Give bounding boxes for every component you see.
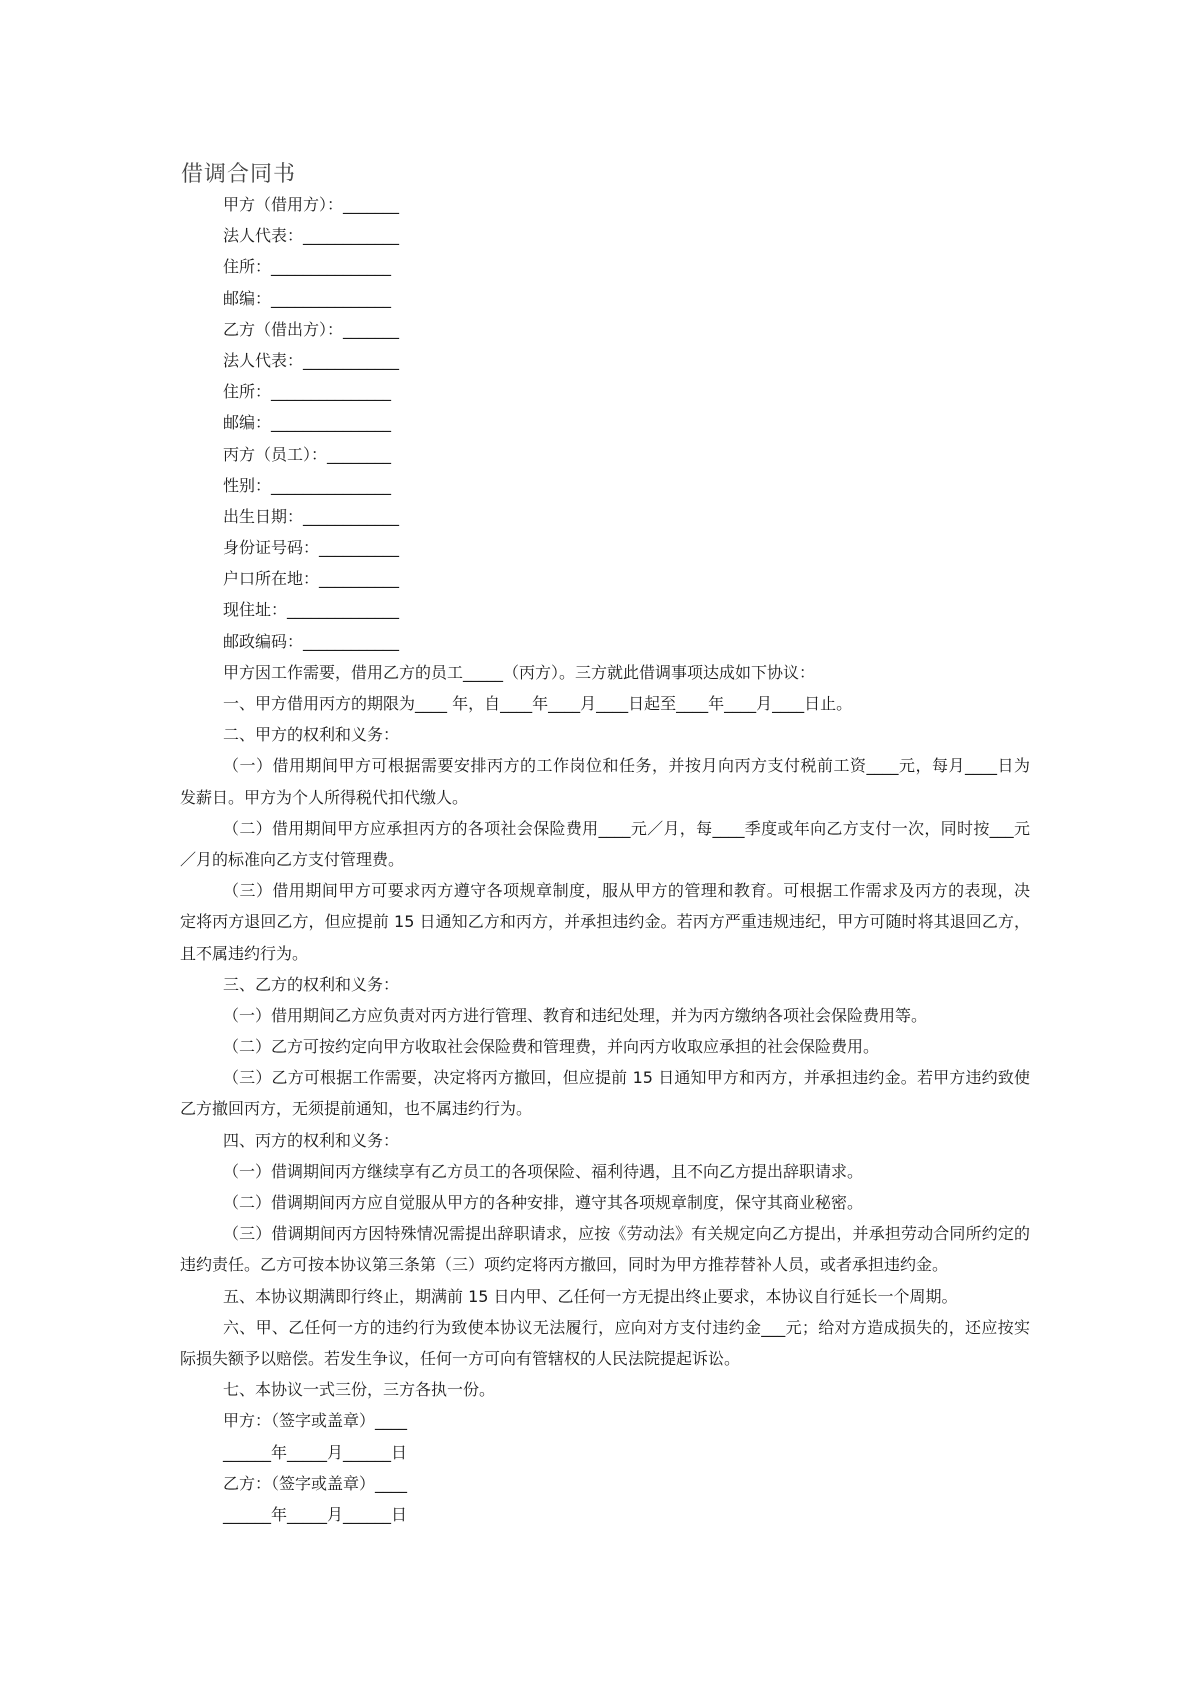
clause-line: ／月的标准向乙方支付管理费。	[180, 849, 405, 869]
clause-paragraph	[180, 1312, 1030, 1374]
clause-paragraph	[180, 750, 1030, 812]
clause-paragraph	[180, 1031, 1030, 1062]
signature-line: 乙方：（签字或盖章）____	[223, 1473, 408, 1493]
clause-line: 发薪日。甲方为个人所得税代扣代缴人。	[180, 787, 469, 807]
clause-line: 际损失额予以赔偿。若发生争议，任何一方可向有管辖权的人民法院提起诉讼。	[180, 1348, 741, 1368]
clause-line: 甲方因工作需要，借用乙方的员工_____（丙方）。三方就此借调事项达成如下协议：	[223, 662, 816, 682]
clause-line: 一、甲方借用丙方的期限为____ 年，自____年____月____日起至____年____月____日止。	[223, 694, 853, 713]
party-field: 住所：_______________	[223, 257, 392, 277]
clause-line: 且不属违约行为。	[180, 943, 309, 963]
signature-line: 甲方：（签字或盖章）____	[223, 1411, 408, 1431]
party-field: 法人代表：____________	[223, 350, 400, 370]
clause-line: （一）借用期间乙方应负责对丙方进行管理、教育和违纪处理，并为丙方缴纳各项社会保险费用等。	[223, 1005, 928, 1025]
clause-paragraph	[180, 1218, 1030, 1280]
party-field: 邮编：_______________	[223, 288, 392, 308]
party-field: 性别：_______________	[223, 475, 392, 495]
clause-line: 四、丙方的权利和义务：	[223, 1130, 400, 1150]
clause-paragraph	[180, 1374, 1030, 1405]
clause-line: （二）借调期间丙方应自觉服从甲方的各种安排，遵守其各项规章制度，保守其商业秘密。	[223, 1193, 864, 1212]
party-field: 出生日期：____________	[223, 506, 400, 526]
clause-paragraph	[180, 813, 1030, 875]
party-field: 住所：_______________	[223, 382, 392, 402]
party-field: 身份证号码：__________	[223, 538, 400, 558]
party-field: 甲方（借用方）：_______	[223, 195, 400, 214]
clause-line: 三、乙方的权利和义务：	[223, 974, 400, 994]
clause-line: （二）借用期间甲方应承担丙方的各项社会保险费用____元／月，每____季度或年向乙方支付一次，同时按___元	[223, 818, 1030, 838]
party-fields	[180, 189, 1030, 657]
clause-paragraph	[180, 875, 1030, 969]
clause-line: 五、本协议期满即行终止，期满前 15 日内甲、乙任何一方无提出终止要求，本协议自行延长一个周期。	[223, 1286, 958, 1306]
clause-paragraph	[180, 1125, 1030, 1156]
clause-line: 七、本协议一式三份，三方各执一份。	[223, 1380, 496, 1400]
party-field: 现住址：______________	[223, 600, 400, 620]
clause-line: 违约责任。乙方可按本协议第三条第（三）项约定将丙方撤回，同时为甲方推荐替补人员，或者承担违约金。	[180, 1255, 949, 1275]
clause-paragraph	[180, 657, 1030, 688]
clause-paragraph	[180, 969, 1030, 1000]
clause-line: 二、甲方的权利和义务：	[223, 725, 400, 745]
contract-clauses	[180, 657, 1030, 1406]
party-field: 法人代表：____________	[223, 226, 400, 246]
party-field: 丙方（员工）：________	[223, 444, 392, 464]
signature-date: ______年_____月______日	[223, 1442, 408, 1462]
clause-line: （二）乙方可按约定向甲方收取社会保险费和管理费，并向丙方收取应承担的社会保险费用。	[223, 1037, 880, 1057]
document-body	[180, 189, 1030, 1530]
clause-line: （三）乙方可根据工作需要，决定将丙方撤回，但应提前 15 日通知甲方和丙方，并承担违约金。若甲方违约致使	[223, 1068, 1030, 1088]
signature-date: ______年_____月______日	[223, 1504, 408, 1524]
signature-block	[180, 1405, 1030, 1530]
clause-paragraph	[180, 1062, 1030, 1124]
clause-paragraph	[180, 719, 1030, 750]
clause-paragraph	[180, 1281, 1030, 1312]
clause-paragraph	[180, 1156, 1030, 1187]
clause-line: 乙方撤回丙方，无须提前通知，也不属违约行为。	[180, 1099, 533, 1119]
party-field: 乙方（借出方）：_______	[223, 319, 400, 339]
clause-paragraph	[180, 1187, 1030, 1218]
party-field: 户口所在地：__________	[223, 569, 400, 589]
clause-line: （三）借调期间丙方因特殊情况需提出辞职请求，应按《劳动法》有关规定向乙方提出，并承担劳动合同所约定的	[223, 1224, 1030, 1244]
clause-line: （一）借调期间丙方继续享有乙方员工的各项保险、福利待遇，且不向乙方提出辞职请求。	[223, 1161, 864, 1181]
clause-line: （一）借用期间甲方可根据需要安排丙方的工作岗位和任务，并按月向丙方支付税前工资____元，每月____日为	[223, 756, 1030, 776]
party-field: 邮编：_______________	[223, 413, 392, 433]
clause-paragraph	[180, 688, 1030, 719]
clause-line: 六、甲、乙任何一方的违约行为致使本协议无法履行，应向对方支付违约金___元；给对方造成损失的，还应按实	[223, 1317, 1030, 1337]
clause-line: 定将丙方退回乙方，但应提前 15 日通知乙方和丙方，并承担违约金。若丙方严重违规违纪，甲方可随时将其退回乙方，	[180, 912, 1030, 932]
clause-line: （三）借用期间甲方可要求丙方遵守各项规章制度，服从甲方的管理和教育。可根据工作需求及丙方的表现，决	[223, 881, 1030, 901]
document-title: 借调合同书	[181, 162, 297, 187]
party-field: 邮政编码：____________	[223, 631, 400, 651]
clause-paragraph	[180, 1000, 1030, 1031]
